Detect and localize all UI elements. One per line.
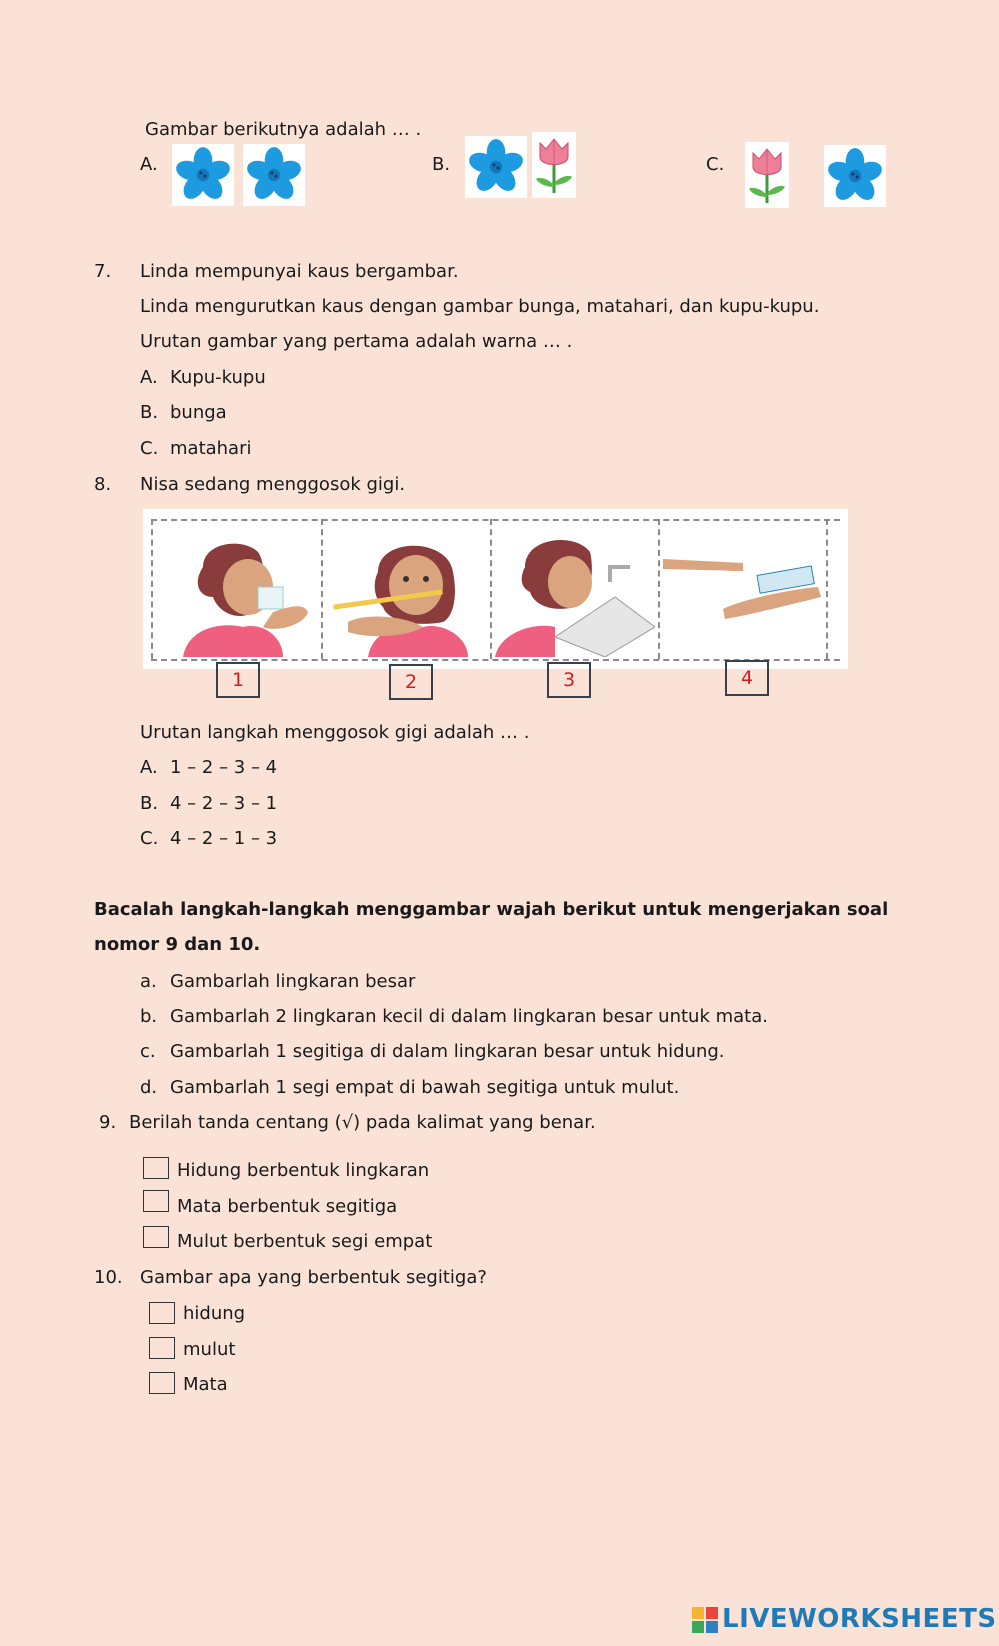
- q8-number: 8.: [94, 474, 112, 495]
- step-3-label: 3: [547, 662, 591, 698]
- q7-number: 7.: [94, 261, 112, 282]
- q8-option-a[interactable]: [140, 757, 277, 779]
- instruction-step-d: [140, 1077, 679, 1099]
- q8-option-c[interactable]: [140, 828, 277, 850]
- step-text: Gambarlah 2 lingkaran kecil di dalam lingkaran besar untuk mata.: [170, 1006, 768, 1027]
- instruction-line-1: Bacalah langkah-langkah menggambar wajah berikut untuk mengerjakan soal: [94, 899, 889, 920]
- pink-tulip-icon: [532, 132, 576, 198]
- option-text: 4 – 2 – 3 – 1: [170, 793, 278, 814]
- q9-checkbox-3[interactable]: [143, 1226, 169, 1248]
- blue-flower-icon: [465, 136, 527, 198]
- q8-prompt: Nisa sedang menggosok gigi.: [140, 474, 406, 495]
- q7-option-c[interactable]: [140, 438, 252, 460]
- q9-number: 9.: [99, 1112, 117, 1133]
- q6-option-c-label[interactable]: C.: [706, 154, 725, 175]
- q8-question: Urutan langkah menggosok gigi adalah … .: [140, 722, 530, 743]
- q10-checkbox-1[interactable]: [149, 1302, 175, 1324]
- step-letter: c.: [140, 1041, 156, 1062]
- q7-line-2: Linda mengurutkan kaus dengan gambar bunga, matahari, dan kupu-kupu.: [140, 296, 820, 317]
- q10-number: 10.: [94, 1267, 123, 1288]
- q7-option-a[interactable]: [140, 367, 266, 389]
- q10-checkbox-3[interactable]: [149, 1372, 175, 1394]
- q6-option-b-label[interactable]: B.: [432, 154, 451, 175]
- q6-option-a-label[interactable]: A.: [140, 154, 158, 175]
- q10-prompt: Gambar apa yang berbentuk segitiga?: [140, 1267, 487, 1288]
- q8-option-b[interactable]: [140, 793, 277, 815]
- instruction-step-b: [140, 1006, 768, 1028]
- q10-choice-2: mulut: [183, 1339, 236, 1360]
- option-text: 1 – 2 – 3 – 4: [170, 757, 278, 778]
- q9-checkbox-1[interactable]: [143, 1157, 169, 1179]
- step-2-label: 2: [389, 664, 433, 700]
- divider: [151, 519, 840, 521]
- logo-text: LIVEWORKSHEETS: [722, 1604, 997, 1634]
- step-text: Gambarlah 1 segitiga di dalam lingkaran besar untuk hidung.: [170, 1041, 725, 1062]
- q9-choice-2: Mata berbentuk segitiga: [177, 1196, 398, 1217]
- q7-option-b[interactable]: [140, 402, 227, 424]
- q6-prompt: Gambar berikutnya adalah … .: [145, 119, 422, 140]
- option-text: bunga: [170, 402, 227, 423]
- instruction-step-c: [140, 1041, 725, 1063]
- pink-tulip-icon: [745, 142, 789, 208]
- step-letter: a.: [140, 971, 157, 992]
- divider: [490, 519, 492, 659]
- blue-flower-icon: [243, 144, 305, 206]
- blue-flower-icon: [824, 145, 886, 207]
- option-letter: C.: [140, 438, 159, 459]
- step-text: Gambarlah 1 segi empat di bawah segitiga untuk mulut.: [170, 1077, 680, 1098]
- step-letter: d.: [140, 1077, 158, 1098]
- option-letter: A.: [140, 757, 158, 778]
- q9-choice-3: Mulut berbentuk segi empat: [177, 1231, 433, 1252]
- blue-flower-icon: [172, 144, 234, 206]
- toothbrushing-illustration: [143, 509, 848, 669]
- q9-prompt: Berilah tanda centang (√) pada kalimat yang benar.: [129, 1112, 596, 1133]
- q10-choice-1: hidung: [183, 1303, 246, 1324]
- girl-drinking-water-image: [163, 527, 313, 657]
- step-text: Gambarlah lingkaran besar: [170, 971, 416, 992]
- divider: [658, 519, 660, 659]
- option-text: matahari: [170, 438, 252, 459]
- girl-rinsing-at-sink-image: [495, 527, 655, 657]
- option-letter: B.: [140, 793, 159, 814]
- instruction-line-2: nomor 9 dan 10.: [94, 934, 261, 955]
- step-4-label: 4: [725, 660, 769, 696]
- q7-line-3: Urutan gambar yang pertama adalah warna … .: [140, 331, 573, 352]
- q9-choice-1: Hidung berbentuk lingkaran: [177, 1160, 430, 1181]
- q7-line-1: Linda mempunyai kaus bergambar.: [140, 261, 459, 282]
- q10-checkbox-2[interactable]: [149, 1337, 175, 1359]
- girl-brushing-teeth-image: [328, 527, 488, 657]
- option-letter: B.: [140, 402, 159, 423]
- option-text: 4 – 2 – 1 – 3: [170, 828, 278, 849]
- option-letter: C.: [140, 828, 159, 849]
- instruction-step-a: [140, 971, 415, 993]
- step-1-label: 1: [216, 662, 260, 698]
- hands-toothpaste-image: [663, 549, 833, 629]
- liveworksheets-badge-icon: [692, 1607, 718, 1633]
- option-letter: A.: [140, 367, 158, 388]
- liveworksheets-logo[interactable]: [722, 1604, 997, 1634]
- divider: [321, 519, 323, 659]
- step-letter: b.: [140, 1006, 158, 1027]
- q10-choice-3: Mata: [183, 1374, 228, 1395]
- q9-checkbox-2[interactable]: [143, 1190, 169, 1212]
- option-text: Kupu-kupu: [170, 367, 266, 388]
- divider: [151, 519, 153, 659]
